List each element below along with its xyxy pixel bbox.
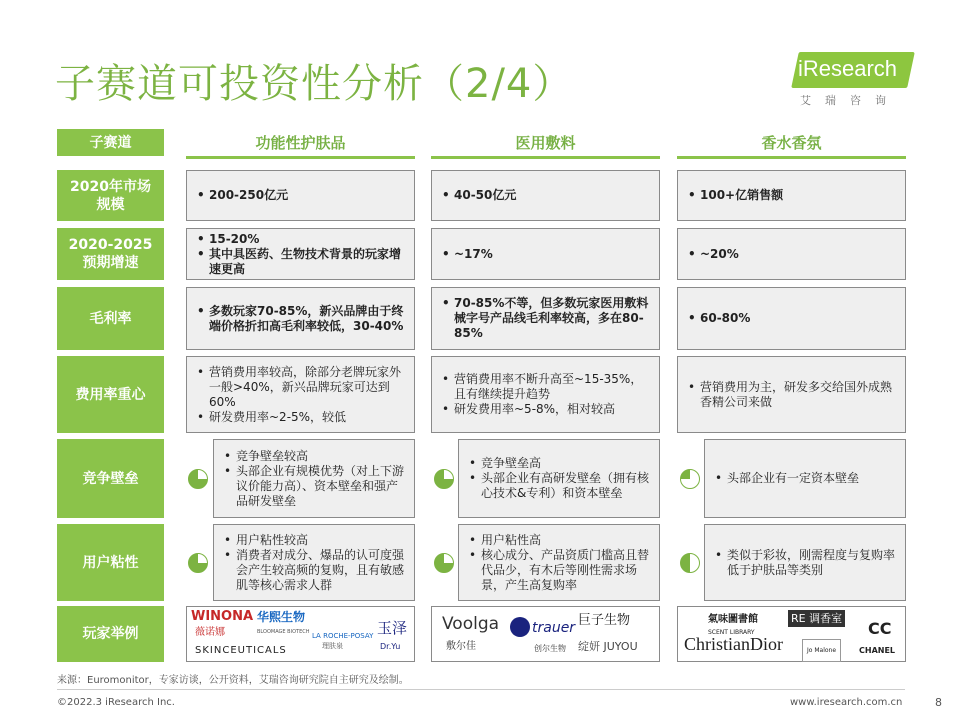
cell-bullet: • 头部企业有规模优势（对上下游议价能力高）、资本壁垒和强产品研发壁垒 bbox=[236, 464, 406, 509]
brand-logos-medical: Voolga 敷尔佳 trauer 创尔生物 巨子生物 绽妍 JUYOU bbox=[431, 606, 660, 662]
harvey-ball-icon bbox=[680, 553, 700, 573]
table-cell bbox=[186, 170, 415, 221]
cell-bullet: • 15-20% bbox=[209, 232, 406, 247]
cell-bullet: • 营销费用率不断升高至~15-35%，且有继续提升趋势 bbox=[454, 372, 651, 402]
harvey-ball-icon bbox=[188, 553, 208, 573]
cell-bullet: • 营销费用为主，研发多交给国外成熟香精公司来做 bbox=[700, 380, 897, 410]
table-cell bbox=[431, 170, 660, 221]
cell-bullet: • 40-50亿元 bbox=[454, 188, 516, 203]
row-label: 玩家举例 bbox=[57, 606, 164, 662]
cell-bullet: • 用户粘性较高 bbox=[236, 533, 406, 548]
cell-bullet: • 100+亿销售额 bbox=[700, 188, 783, 203]
table-cell bbox=[186, 228, 415, 280]
trauer-icon bbox=[510, 617, 530, 637]
table-cell bbox=[213, 439, 415, 518]
source-note: 来源：Euromonitor，专家访谈，公开资料，艾瑞咨询研究院自主研究及绘制。 bbox=[57, 675, 409, 686]
cell-bullet: • ~20% bbox=[700, 247, 739, 262]
table-cell bbox=[677, 170, 906, 221]
table-cell bbox=[677, 287, 906, 350]
page-title: 子赛道可投资性分析（2/4） bbox=[55, 61, 574, 107]
cell-bullet: • 研发费用率~5-8%，相对较高 bbox=[454, 402, 651, 417]
cell-bullet: • 多数玩家70-85%，新兴品牌由于终端价格折扣高毛利率较低，30-40% bbox=[209, 304, 406, 334]
footer-divider bbox=[57, 689, 905, 690]
table-cell bbox=[431, 228, 660, 280]
cell-bullet: • 竞争壁垒较高 bbox=[236, 449, 406, 464]
cell-bullet: • 60-80% bbox=[700, 311, 750, 326]
column-header-fragrance: 香水香氛 bbox=[677, 128, 906, 159]
table-cell bbox=[677, 228, 906, 280]
chanel-logo: CHANEL bbox=[859, 646, 896, 655]
table-cell bbox=[431, 287, 660, 350]
harvey-ball-icon bbox=[434, 469, 454, 489]
row-label: 费用率重心 bbox=[57, 356, 164, 433]
table-cell bbox=[186, 287, 415, 350]
brand-logos-fragrance: 氣味圖書館 SCENT LIBRARY RE 调香室 ChristianDior Jo Malone CC CHANEL bbox=[677, 606, 906, 662]
row-label: 2020年市场 规模 bbox=[57, 170, 164, 221]
cell-bullet: • 核心成分、产品资质门槛高且替代品少，有木后等刚性需求场景，产生高复购率 bbox=[481, 548, 651, 593]
cell-bullet: • 头部企业有一定资本壁垒 bbox=[727, 471, 859, 486]
voolga-logo: Voolga bbox=[442, 614, 500, 634]
table-cell bbox=[677, 356, 906, 433]
cell-bullet: • 消费者对成分、爆品的认可度强会产生较高频的复购，且有敏感肌等核心需求人群 bbox=[236, 548, 406, 593]
harvey-ball-icon bbox=[188, 469, 208, 489]
cell-bullet: • 头部企业有高研发壁垒（拥有核心技术&专利）和资本壁垒 bbox=[481, 471, 651, 501]
harvey-ball-icon bbox=[434, 553, 454, 573]
page-number: 8 bbox=[935, 696, 942, 709]
iresearch-logo: iResearch 艾瑞咨询 bbox=[790, 50, 920, 110]
table-cell bbox=[458, 439, 660, 518]
copyright: ©2022.3 iResearch Inc. bbox=[57, 697, 175, 708]
scent-library-logo: 氣味圖書館 bbox=[708, 614, 758, 625]
footer-url[interactable]: www.iresearch.com.cn bbox=[790, 697, 903, 708]
cell-bullet: • 营销费用率较高，除部分老牌玩家外一般>40%，新兴品牌玩家可达到60% bbox=[209, 365, 406, 410]
cell-bullet: • 70-85%不等，但多数玩家医用敷料械字号产品线毛利率较高，多在80-85% bbox=[454, 296, 651, 341]
chanel-cc-icon: CC bbox=[868, 619, 892, 638]
cell-bullet: • 竞争壁垒高 bbox=[481, 456, 651, 471]
cell-bullet: • 200-250亿元 bbox=[209, 188, 288, 203]
table-cell bbox=[704, 524, 906, 601]
table-cell bbox=[186, 356, 415, 433]
yuze-logo: 玉泽 bbox=[377, 619, 408, 637]
column-header-functional-skincare: 功能性护肤品 bbox=[186, 128, 415, 159]
re-perfume-logo: RE 调香室 bbox=[788, 610, 845, 627]
cell-bullet: • ~17% bbox=[454, 247, 493, 262]
corner-label: 子赛道 bbox=[57, 129, 164, 156]
winona-logo: WINONA bbox=[191, 609, 254, 624]
row-label: 用户粘性 bbox=[57, 524, 164, 601]
skinceuticals-logo: SKINCEUTICALS bbox=[195, 645, 287, 656]
dior-logo: ChristianDior bbox=[684, 634, 783, 654]
harvey-ball-icon bbox=[680, 469, 700, 489]
juzi-logo: 巨子生物 bbox=[578, 613, 631, 628]
jo-malone-logo: Jo Malone bbox=[802, 639, 841, 662]
cell-bullet: • 类似于彩妆，刚需程度与复购率低于护肤品等类别 bbox=[727, 548, 897, 578]
la-roche-posay-logo: LA ROCHE-POSAY bbox=[312, 632, 374, 640]
row-label: 竞争壁垒 bbox=[57, 439, 164, 518]
column-header-medical-dressing: 医用敷料 bbox=[431, 128, 660, 159]
cell-bullet: • 其中具医药、生物技术背景的玩家增速更高 bbox=[209, 247, 406, 277]
bloomage-logo: 华熙生物 bbox=[257, 610, 306, 624]
table-cell bbox=[704, 439, 906, 518]
row-label: 2020-2025 预期增速 bbox=[57, 228, 164, 280]
trauer-logo: trauer bbox=[532, 620, 576, 636]
cell-bullet: • 用户粘性高 bbox=[481, 533, 651, 548]
brand-logos-skincare: WINONA 薇诺娜 华熙生物 BLOOMAGE BIOTECH LA ROCHE-POSAY 理肤泉 玉泽 Dr.Yu SKINCEUTICALS bbox=[186, 606, 415, 662]
row-label: 毛利率 bbox=[57, 287, 164, 350]
table-cell bbox=[213, 524, 415, 601]
table-cell bbox=[431, 356, 660, 433]
table-cell bbox=[458, 524, 660, 601]
cell-bullet: • 研发费用率~2-5%，较低 bbox=[209, 410, 406, 425]
